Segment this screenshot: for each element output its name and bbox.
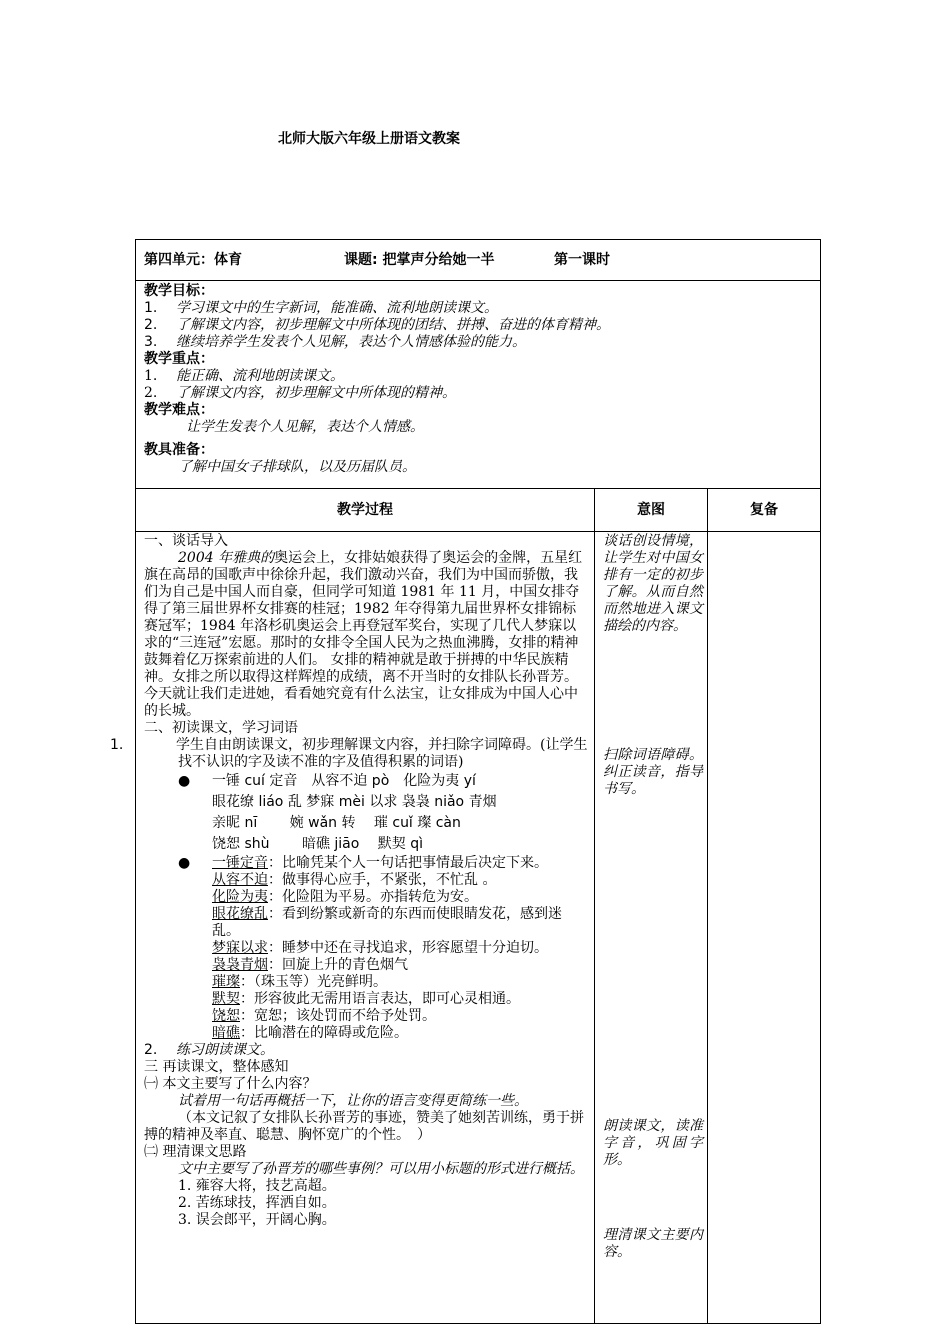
- difficulty-title: 教学难点：: [144, 402, 214, 418]
- intent-cell: [595, 532, 708, 1324]
- section-1-title: 一、谈话导入: [144, 533, 228, 549]
- definition-item: 饶恕：宽恕；该处罚而不给予处罚。: [212, 1008, 436, 1024]
- pinyin-line: 亲昵 nī 婉 wǎn 转 璀 cuǐ 璨 càn: [212, 815, 461, 831]
- section-2-title: 二、初读课文，学习词语: [144, 720, 298, 736]
- definition-item: 从容不迫：做事得心应手，不紧张，不忙乱 。: [212, 872, 497, 888]
- pinyin-line: ● 一锤 cuí 定音 从容不迫 pò 化险为夷 yí: [178, 773, 476, 789]
- review-cell: [708, 532, 821, 1324]
- prep-title: 教具准备：: [144, 442, 214, 458]
- pinyin-line: 饶恕 shù 暗礁 jiāo 默契 qì: [212, 836, 423, 852]
- section-1-text: 2004 年雅典的奥运会上，女排姑娘获得了奥运会的金牌，五星红旗在高昂的国歌声中徐徐升起，我们激动兴奋，我们为中国而骄傲，我们为自己是中国人而自豪，但同学可知道 1981 年 11 月，中国女排夺得了第三届世界杯女排赛的桂冠；1982 年夺得第九届世界杯女排锦标赛冠军；1984 年洛杉矶奥运会上再登冠军奖台，实现了几代人梦寐以求的“三连冠”宏愿。那时的女排令全国人民为之热血沸腾，女排的精神鼓舞着亿万探索前进的人们。 女排的精神就是敢于拼搏的中华民族精神。女排之所以取得这样辉煌的成绩，离不开当时的女排队长孙晋芳。今天就让我们走进她，看看她究竟有什么法宝，让女排成为中国人心中的长城。: [144, 550, 583, 719]
- difficulty-text: 让学生发表个人见解，表达个人情感。: [186, 419, 424, 435]
- prep-text: 了解中国女子排球队，以及历届队员。: [178, 459, 416, 475]
- definition-item: 默契：形容彼此无需用语言表达，即可心灵相通。: [212, 991, 520, 1007]
- definition-item: 暗礁：比喻潜在的障碍或危险。: [212, 1025, 408, 1041]
- section-3-title: 三 再读课文，整体感知: [144, 1059, 289, 1075]
- outline-item: 2. 苦练球技，挥洒自如。: [178, 1195, 336, 1211]
- objective-item: 2. 了解课文内容，初步理解文中所体现的团结、拼搏、奋进的体育精神。: [144, 317, 610, 333]
- column-header-row: [136, 489, 821, 532]
- key-points-title: 教学重点：: [144, 351, 214, 367]
- col-process: 教学过程: [136, 489, 595, 532]
- unit-label: 第四单元：体育: [144, 251, 242, 268]
- definition-item: 眼花缭乱：看到纷繁或新奇的东西而使眼睛发花，感到迷乱。: [212, 906, 562, 939]
- page-title: 北师大版六年级上册语文教案: [278, 131, 460, 147]
- question-1-hint: 试着用一句话再概括一下，让你的语言变得更简练一些。: [178, 1093, 528, 1109]
- content-row: [136, 532, 821, 1324]
- lesson-plan-table: [110, 239, 821, 1324]
- col-review: 复备: [708, 489, 821, 532]
- section-2-item-1: 1. 学生自由朗读课文，初步理解课文内容，并扫除字词障碍。(让学生找不认识的字及读不准的字及值得积累的词语): [110, 737, 588, 770]
- outline-item: 1. 雍容大将，技艺高超。: [178, 1178, 336, 1194]
- question-2-hint: 文中主要写了孙晋芳的哪些事例？可以用小标题的形式进行概括。: [178, 1161, 584, 1177]
- question-2: ㈡ 理清课文思路: [144, 1144, 247, 1160]
- intent-note-4: 理清课文主要内容。: [603, 1227, 703, 1260]
- question-1-answer: （本文记叙了女排队长孙晋芳的事迹，赞美了她刻苦训练，勇于拼搏的精神及率直、聪慧、胸怀宽广的个性。 ）: [144, 1110, 584, 1143]
- objective-item: 1. 学习课文中的生字新词，能准确、流利地朗读课文。: [144, 300, 498, 316]
- intent-note-2: 扫除词语障碍。纠正读音，指导书写。: [603, 747, 703, 797]
- lesson-label: 第一课时: [554, 251, 610, 268]
- intent-note-1: 谈话创设情境，让学生对中国女排有一定的初步了解。从而自然而然地进入课文描绘的内容。: [603, 533, 703, 634]
- question-1: ㈠ 本文主要写了什么内容？: [144, 1076, 317, 1092]
- objective-item: 3. 继续培养学生发表个人见解，表达个人情感体验的能力。: [144, 334, 526, 350]
- process-cell: [110, 532, 595, 1324]
- definition-item: 袅袅青烟：回旋上升的青色烟气: [212, 957, 408, 973]
- objectives-title: 教学目标：: [144, 283, 214, 299]
- outline-item: 3. 误会郎平，开阔心胸。: [178, 1212, 336, 1228]
- definition-item: 化险为夷：化险阻为平易。亦指转危为安。: [212, 889, 478, 905]
- definition-item: 璀璨：（珠玉等）光亮鲜明。: [212, 974, 387, 990]
- header-row: [136, 240, 821, 281]
- definition-item: 梦寐以求：睡梦中还在寻找追求，形容愿望十分迫切。: [212, 940, 548, 956]
- col-intent: 意图: [595, 489, 708, 532]
- goals-row: [136, 281, 821, 489]
- key-point-item: 2. 了解课文内容，初步理解文中所体现的精神。: [144, 385, 456, 401]
- intent-note-3: 朗读课文，读准字音，巩固字形。: [603, 1118, 703, 1168]
- topic-label: 课题: 把掌声分给她一半: [344, 251, 495, 268]
- section-2-item-2: 2. 练习朗读课文。: [144, 1042, 274, 1058]
- pinyin-line: 眼花缭 liáo 乱 梦寐 mèi 以求 袅袅 niǎo 青烟: [212, 794, 497, 810]
- definition-item: ● 一锤定音：比喻凭某个人一句话把事情最后决定下来。: [178, 855, 548, 871]
- key-point-item: 1. 能正确、流利地朗读课文。: [144, 368, 344, 384]
